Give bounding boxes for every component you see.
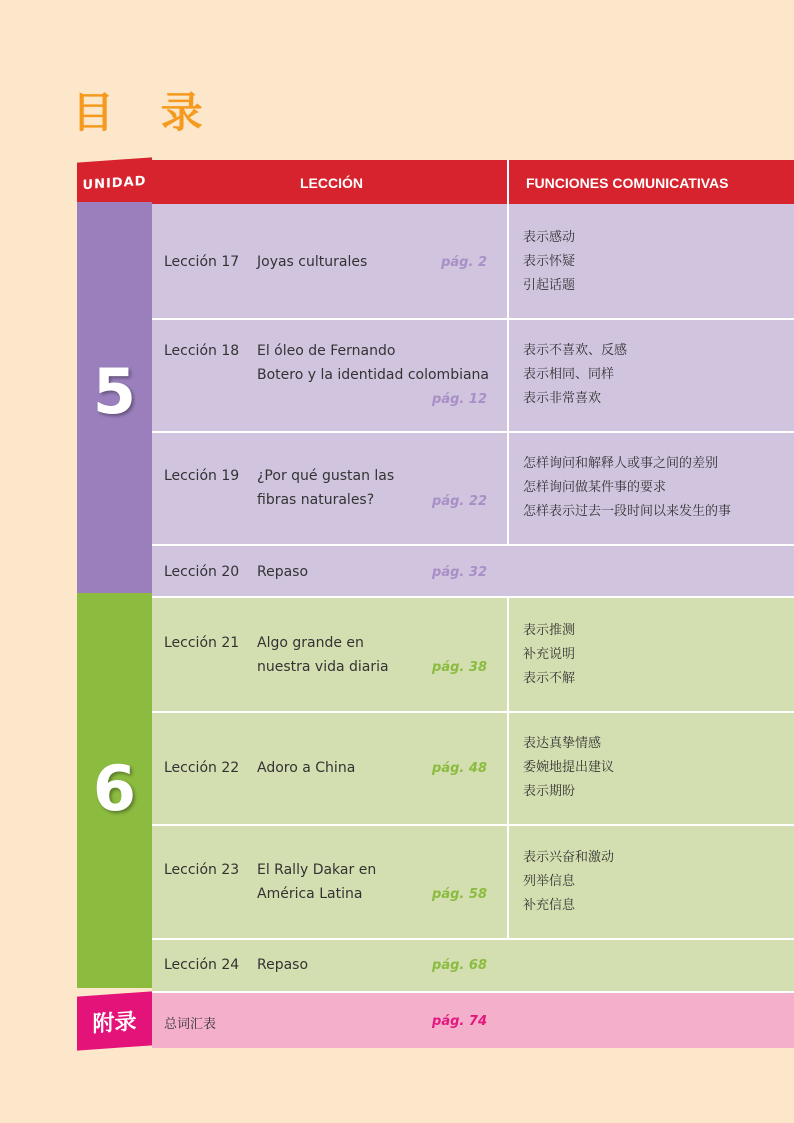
functions-column-header: FUNCIONES COMUNICATIVAS (526, 175, 729, 191)
lesson-22-functions: 表达真挚情感 委婉地提出建议 表示期盼 (523, 736, 615, 799)
lesson-23-title: El Rally Dakar en América Latina (257, 862, 377, 902)
row-divider (152, 938, 794, 940)
page-title: 目 录 (72, 88, 219, 137)
lesson-23-functions: 表示兴奋和激动 列举信息 补充信息 (523, 850, 615, 913)
lesson-22-page[interactable]: pág. 48 (432, 761, 487, 776)
header-divider (507, 160, 509, 204)
lesson-22-code: Lección 22 (164, 760, 240, 776)
lesson-23-code: Lección 23 (164, 862, 240, 878)
lesson-18-title: El óleo de Fernando Botero y la identidad colombiana (257, 343, 489, 383)
lesson-19-page[interactable]: pág. 22 (432, 494, 487, 509)
lesson-20-page[interactable]: pág. 32 (432, 565, 487, 580)
row-divider (152, 991, 794, 993)
lesson-17-code: Lección 17 (164, 254, 240, 270)
unit-5-number: 5 (92, 355, 137, 428)
row-divider (152, 318, 794, 320)
unit-6-number: 6 (92, 752, 137, 825)
row-divider (152, 596, 794, 598)
lesson-20-code: Lección 20 (164, 564, 240, 580)
lesson-17-page[interactable]: pág. 2 (441, 255, 487, 270)
lesson-21-functions: 表示推测 补充说明 表示不解 (523, 623, 576, 686)
row-divider (152, 711, 794, 713)
lesson-18-code: Lección 18 (164, 343, 240, 359)
lesson-21-code: Lección 21 (164, 635, 240, 651)
column-divider (507, 597, 509, 938)
lesson-22-title: Adoro a China (257, 760, 356, 776)
lesson-18-page[interactable]: pág. 12 (432, 392, 487, 407)
lesson-21-title: Algo grande en nuestra vida diaria (257, 635, 389, 675)
lesson-19-title: ¿Por qué gustan las fibras naturales? (257, 468, 395, 508)
row-divider (152, 824, 794, 826)
lesson-17-title: Joyas culturales (257, 254, 368, 270)
appendix-page[interactable]: pág. 74 (432, 1014, 487, 1029)
appendix-tab: 附录 (77, 991, 152, 1050)
row-divider (152, 544, 794, 546)
lesson-23-page[interactable]: pág. 58 (432, 887, 487, 902)
column-divider (507, 204, 509, 544)
unit-header: UNIDAD (77, 157, 152, 208)
lesson-17-functions: 表示感动 表示怀疑 引起话题 (523, 230, 576, 293)
lesson-19-code: Lección 19 (164, 468, 240, 484)
lesson-20-title: Repaso (257, 564, 309, 580)
lesson-19-functions: 怎样询问和解释人或事之间的差别 怎样询问做某件事的要求 怎样表示过去一段时间以来发生的事 (523, 456, 732, 519)
lesson-24-page[interactable]: pág. 68 (432, 958, 487, 973)
lesson-24-code: Lección 24 (164, 957, 240, 973)
lesson-21-page[interactable]: pág. 38 (432, 660, 487, 675)
appendix-title: 总词汇表 (164, 1017, 217, 1032)
row-divider (152, 431, 794, 433)
lesson-18-functions: 表示不喜欢、反感 表示相同、同样 表示非常喜欢 (523, 343, 628, 406)
lesson-24-title: Repaso (257, 957, 309, 973)
lesson-column-header: LECCIÓN (300, 175, 363, 191)
